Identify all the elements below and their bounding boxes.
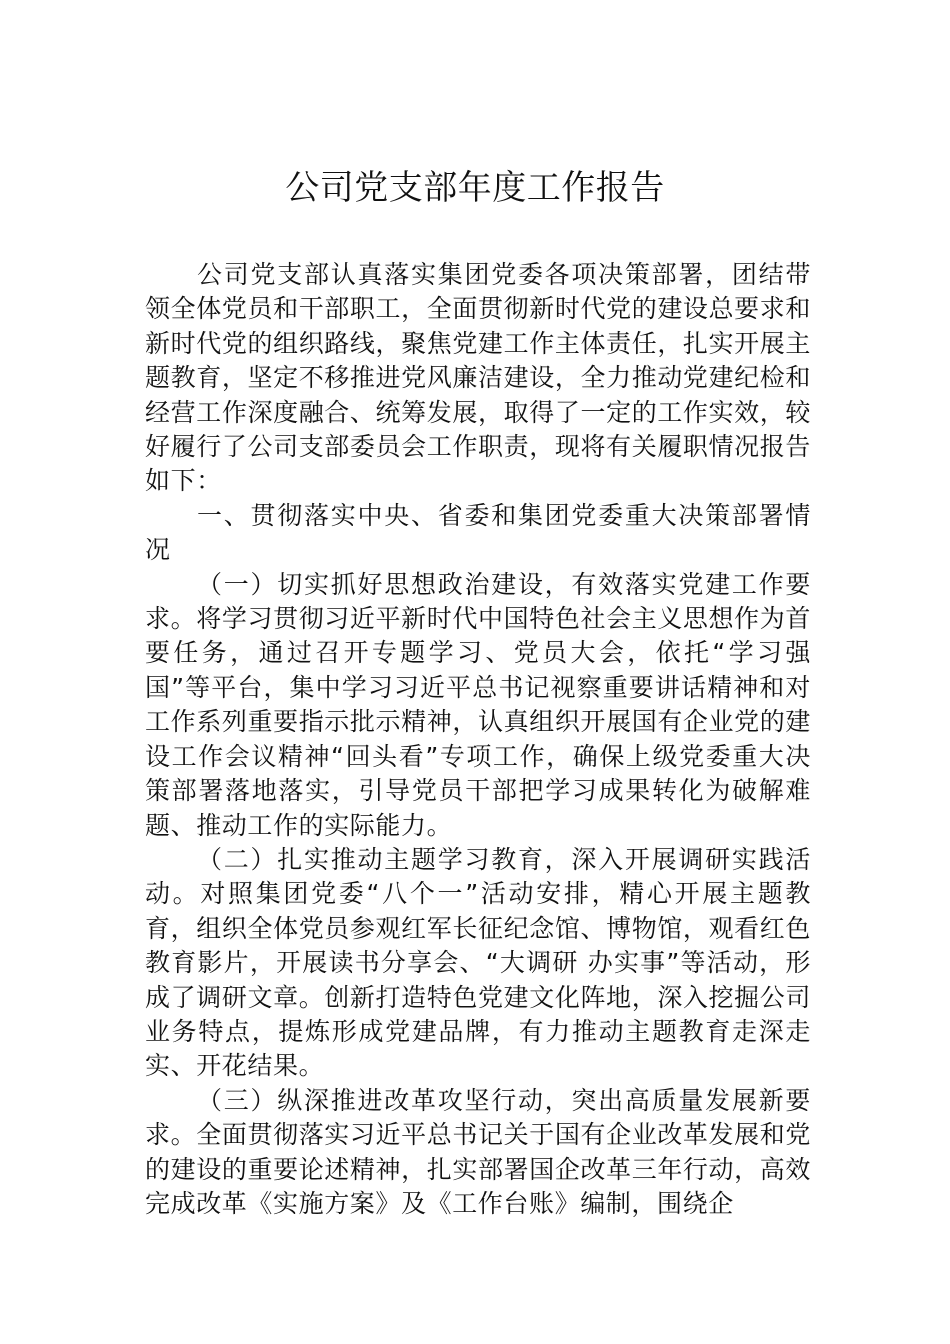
paragraph-2: （二）扎实推动主题学习教育，深入开展调研实践活动。对照集团党委“八个一”活动安排，精心开展主题教育，组织全体党员参观红军长征纪念馆、博物馆，观看红色教育影片，开展读书分享会、“大调研 办实事”等活动，形成了调研文章。创新打造特色党建文化阵地，深入挖掘公司业务特点，提炼形成党建品牌，有力推动主题教育走深走实、开花结果。 <box>145 844 811 1081</box>
document-body <box>145 258 811 1221</box>
paragraph-intro: 公司党支部认真落实集团党委各项决策部署，团结带领全体党员和干部职工，全面贯彻新时代党的建设总要求和新时代党的组织路线，聚焦党建工作主体责任，扎实开展主题教育，坚定不移推进党风廉洁建设，全力推动党建纪检和经营工作深度融合、统筹发展，取得了一定的工作实效，较好履行了公司支部委员会工作职责，现将有关履职情况报告如下： <box>145 260 811 496</box>
section-heading-1: 一、贯彻落实中央、省委和集团党委重大决策部署情况 <box>145 500 811 565</box>
paragraph-1: （一）切实抓好思想政治建设，有效落实党建工作要求。将学习贯彻习近平新时代中国特色社会主义思想作为首要任务，通过召开专题学习、党员大会，依托“学习强国”等平台，集中学习习近平总书记视察重要讲话精神和对工作系列重要指示批示精神，认真组织开展国有企业党的建设工作会议精神“回头看”专项工作，确保上级党委重大决策部署落地落实，引导党员干部把学习成果转化为破解难题、推动工作的实际能力。 <box>145 569 811 840</box>
document-title: 公司党支部年度工作报告 <box>285 168 665 208</box>
paragraph-3: （三）纵深推进改革攻坚行动，突出高质量发展新要求。全面贯彻落实习近平总书记关于国有企业改革发展和党的建设的重要论述精神，扎实部署国企改革三年行动，高效完成改革《实施方案》及《工作台账》编制，围绕企 <box>145 1085 811 1218</box>
